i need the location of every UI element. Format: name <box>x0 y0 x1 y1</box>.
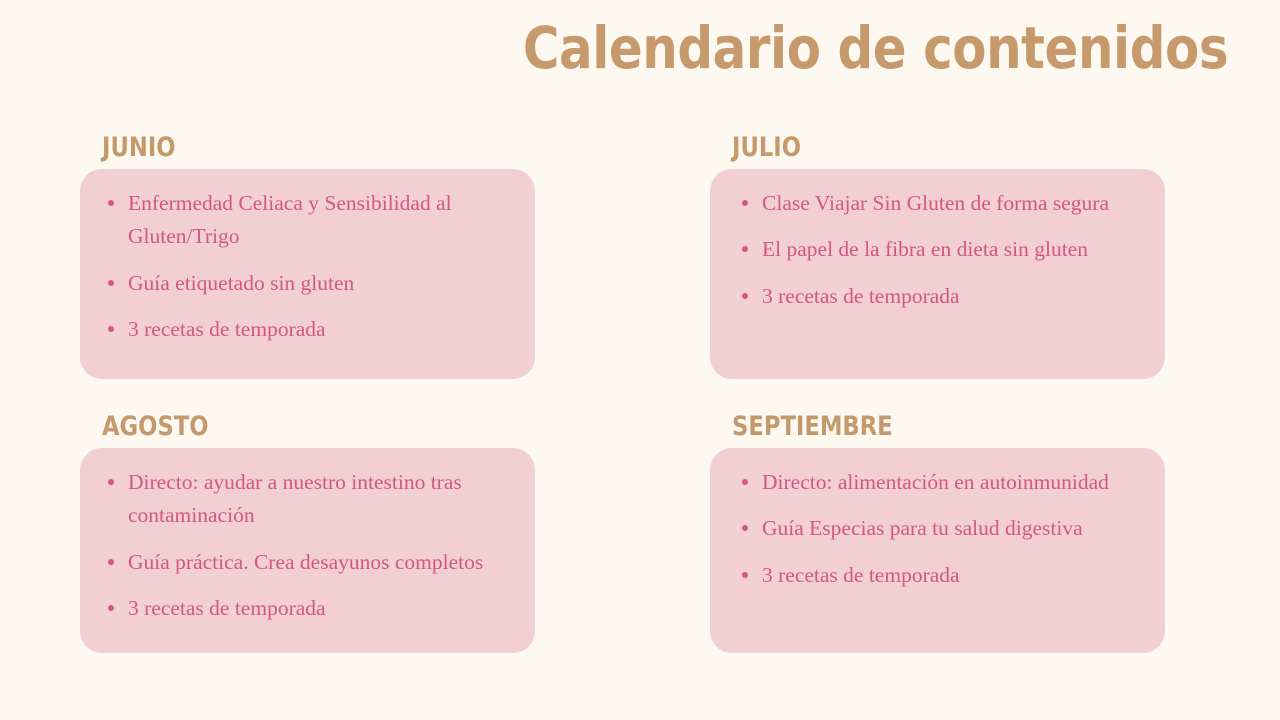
month-block-agosto <box>80 411 535 653</box>
list-item: Enfermedad Celiaca y Sensibilidad al Gluten/Trigo <box>106 187 509 254</box>
content-list-septiembre <box>736 466 1139 592</box>
month-card-junio <box>80 169 535 379</box>
month-block-septiembre <box>710 411 1165 653</box>
list-item: Guía Especias para tu salud digestiva <box>736 512 1139 545</box>
list-item: Directo: alimentación en autoinmunidad <box>736 466 1139 499</box>
month-label-agosto: AGOSTO <box>102 411 209 442</box>
list-item: Guía práctica. Crea desayunos completos <box>106 546 509 579</box>
list-item: 3 recetas de temporada <box>106 592 509 625</box>
month-label-septiembre: SEPTIEMBRE <box>732 411 893 442</box>
list-item: 3 recetas de temporada <box>106 313 509 346</box>
list-item: El papel de la fibra en dieta sin gluten <box>736 233 1139 266</box>
content-list-junio <box>106 187 509 346</box>
month-grid <box>80 132 1200 653</box>
month-card-agosto <box>80 448 535 653</box>
content-list-julio <box>736 187 1139 313</box>
month-card-septiembre <box>710 448 1165 653</box>
list-item: Guía etiquetado sin gluten <box>106 267 509 300</box>
month-block-julio <box>710 132 1165 379</box>
page-title: Calendario de contenidos <box>522 14 1228 82</box>
list-item: 3 recetas de temporada <box>736 280 1139 313</box>
list-item: Clase Viajar Sin Gluten de forma segura <box>736 187 1139 220</box>
content-list-agosto <box>106 466 509 625</box>
month-card-julio <box>710 169 1165 379</box>
month-label-julio: JULIO <box>732 132 802 163</box>
month-label-junio: JUNIO <box>102 132 176 163</box>
month-block-junio <box>80 132 535 379</box>
list-item: 3 recetas de temporada <box>736 559 1139 592</box>
list-item: Directo: ayudar a nuestro intestino tras contaminación <box>106 466 509 533</box>
